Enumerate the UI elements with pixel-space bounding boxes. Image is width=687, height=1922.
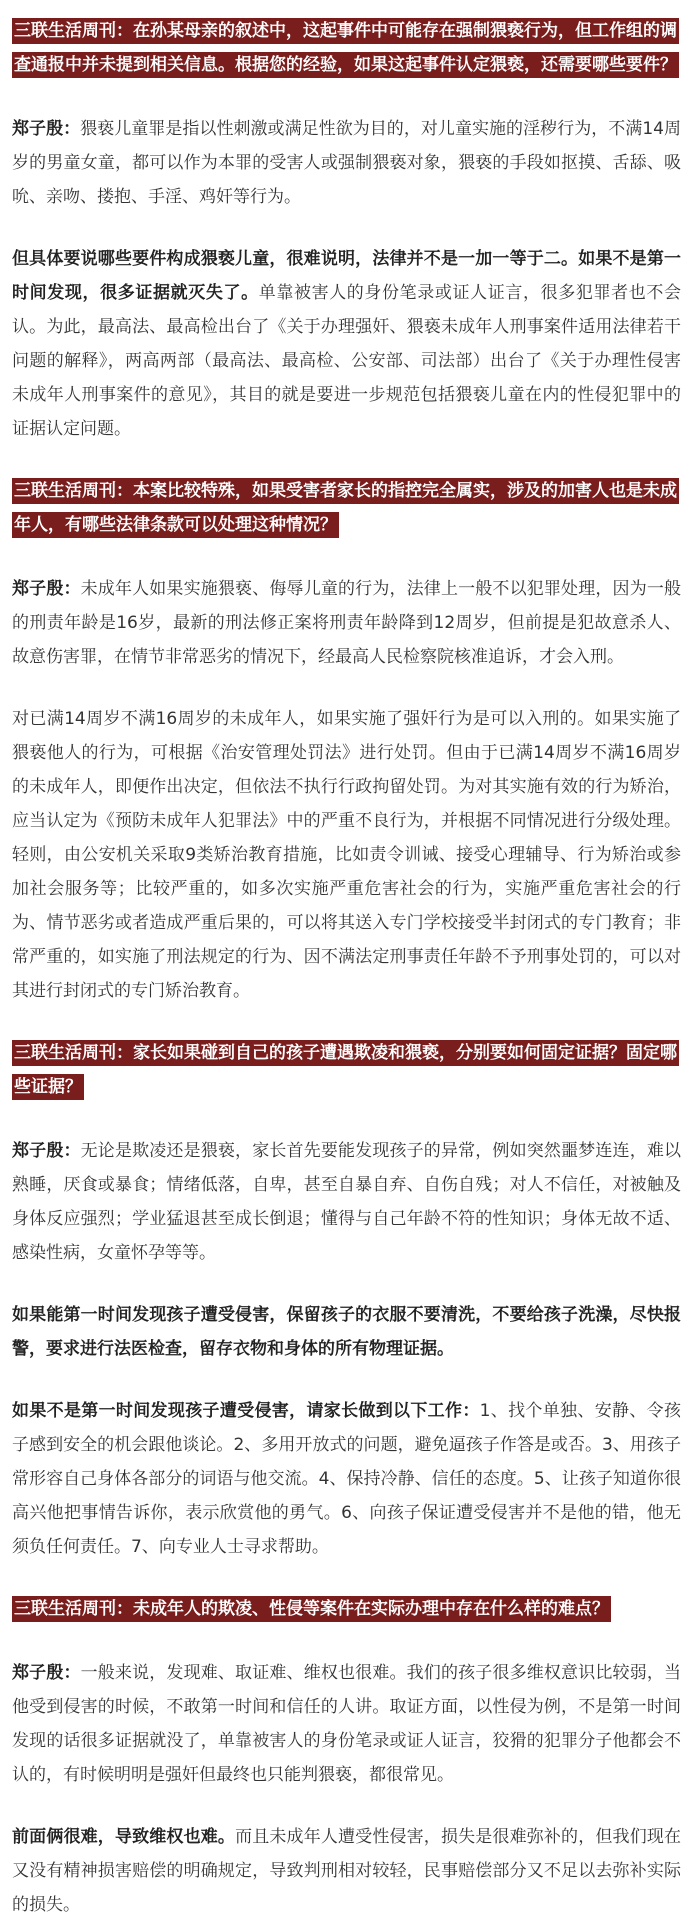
question-highlight: 三联生活周刊：未成年人的欺凌、性侵等案件在实际办理中存在什么样的难点？: [12, 1596, 611, 1622]
speaker-label: 郑子殷：: [12, 579, 81, 599]
answer-paragraph: [12, 1134, 681, 1270]
interview-question-3: [12, 1036, 683, 1104]
answer-text: 单靠被害人的身份笔录或证人证言，很多犯罪者也不会认。为此，最高法、最高检出台了《关于办理强奸、猥亵未成年人刑事案件适用法律若干问题的解释》，两高两部（最高法、最高检、公安部、司法部）出台了《关于办理性侵害未成年人刑事案件的意见》，其目的就是要进一步规范包括猥亵儿童在内的性侵犯罪中的证据认定问题。: [12, 283, 681, 439]
answer-text: 未成年人如果实施猥亵、侮辱儿童的行为，法律上一般不以犯罪处理，因为一般的刑责年龄是16岁，最新的刑法修正案将刑责年龄降到12周岁，但前提是犯故意杀人、故意伤害罪，在情节非常恶劣的情况下，经最高人民检察院核准追诉，才会入刑。: [12, 579, 682, 667]
answer-text: 猥亵儿童罪是指以性刺激或满足性欲为目的，对儿童实施的淫秽行为，不满14周岁的男童女童，都可以作为本罪的受害人或强制猥亵对象，猥亵的手段如抠摸、舌舔、吸吮、亲吻、搂抱、手淫、鸡奸等行为。: [12, 119, 682, 207]
answer-text: 而且未成年人遭受性侵害，损失是很难弥补的，但我们现在又没有精神损害赔偿的明确规定，导致判刑相对较轻，民事赔偿部分又不足以去弥补实际的损失。: [12, 1827, 682, 1915]
speaker-label: 郑子殷：: [12, 1663, 81, 1683]
answer-paragraph: [12, 572, 681, 674]
answer-paragraph: [12, 242, 681, 446]
answer-text: 对已满14周岁不满16周岁的未成年人，如果实施了强奸行为是可以入刑的。如果实施了猥亵他人的行为，可根据《治安管理处罚法》进行处罚。但由于已满14周岁不满16周岁的未成年人，即便作出决定，但依法不执行行政拘留处罚。为对其实施有效的行为矫治，应当认定为《预防未成年人犯罪法》中的严重不良行为，并根据不同情况进行分级处理。轻则，由公安机关采取9类矫治教育措施，比如责令训诫、接受心理辅导、行为矫治或参加社会服务等；比较严重的，如多次实施严重危害社会的行为，实施严重危害社会的行为、情节恶劣或者造成严重后果的，可以将其送入专门学校接受半封闭式的专门教育；非常严重的，如实施了刑法规定的行为、因不满法定刑事责任年龄不予刑事处罚的，可以对其进行封闭式的专门矫治教育。: [12, 709, 681, 1001]
question-highlight: 三联生活周刊：在孙某母亲的叙述中，这起事件中可能存在强制猥亵行为，但工作组的调查通报中并未提到相关信息。根据您的经验，如果这起事件认定猥亵，还需要哪些要件？: [12, 18, 679, 78]
speaker-label: 郑子殷：: [12, 1141, 81, 1161]
answer-text: 1、找个单独、安静、令孩子感到安全的机会跟他谈论。2、多用开放式的问题，避免逼孩子作答是或否。3、用孩子常形容自己身体各部分的词语与他交流。4、保持冷静、信任的态度。5、让孩子知道你很高兴他把事情告诉你，表示欣赏他的勇气。6、向孩子保证遭受侵害并不是他的错，他无须负任何责任。7、向专业人士寻求帮助。: [12, 1401, 681, 1557]
answer-paragraph: [12, 1298, 681, 1366]
question-highlight: 三联生活周刊：本案比较特殊，如果受害者家长的指控完全属实，涉及的加害人也是未成年人，有哪些法律条款可以处理这种情况？: [12, 478, 679, 538]
emphasis-text: 前面俩很难，导致维权也难。: [12, 1827, 236, 1847]
answer-text: 无论是欺凌还是猥亵，家长首先要能发现孩子的异常，例如突然噩梦连连，难以熟睡，厌食或暴食；情绪低落，自卑，甚至自暴自弃、自伤自残；对人不信任，对被触及身体反应强烈；学业猛退甚至成长倒退；懂得与自己年龄不符的性知识；身体无故不适、感染性病，女童怀孕等等。: [12, 1141, 682, 1263]
answer-paragraph: [12, 1820, 681, 1922]
answer-paragraph: [12, 1656, 681, 1792]
interview-question-4: [12, 1592, 683, 1626]
emphasis-text: 如果不是第一时间发现孩子遭受侵害，请家长做到以下工作：: [12, 1401, 480, 1421]
answer-paragraph: [12, 1394, 681, 1564]
answer-text: 一般来说，发现难、取证难、维权也很难。我们的孩子很多维权意识比较弱，当他受到侵害的时候，不敢第一时间和信任的人讲。取证方面，以性侵为例，不是第一时间发现的话很多证据就没了，单靠被害人的身份笔录或证人证言，狡猾的犯罪分子他都会不认的，有时候明明是强奸但最终也只能判猥亵，都很常见。: [12, 1663, 682, 1785]
answer-paragraph: [12, 112, 681, 214]
question-highlight: 三联生活周刊：家长如果碰到自己的孩子遭遇欺凌和猥亵，分别要如何固定证据？固定哪些证据？: [12, 1040, 679, 1100]
emphasis-text: 如果能第一时间发现孩子遭受侵害，保留孩子的衣服不要清洗，不要给孩子洗澡，尽快报警，要求进行法医检查，留存衣物和身体的所有物理证据。: [12, 1305, 681, 1359]
emphasis-text: 但具体要说哪些要件构成猥亵儿童，很难说明，法律并不是一加一等于二。如果不是第一时间发现，很多证据就灭失了。: [12, 249, 681, 303]
speaker-label: 郑子殷：: [12, 119, 81, 139]
interview-question-2: [12, 474, 683, 542]
interview-question-1: [12, 14, 683, 82]
answer-paragraph: [12, 702, 681, 1008]
